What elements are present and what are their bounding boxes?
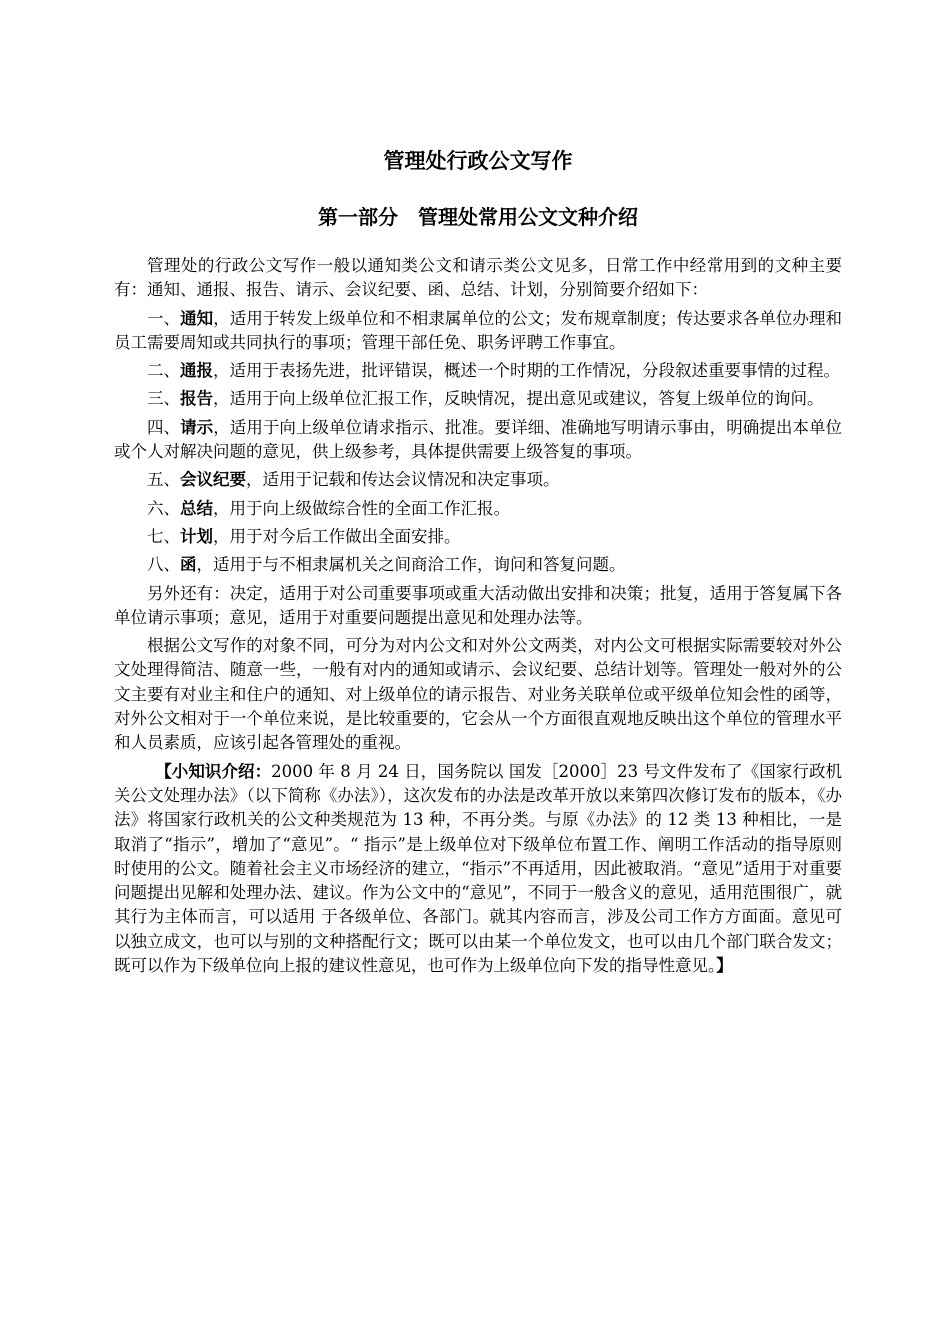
item-description: ，用于向上级做综合性的全面工作汇报。 <box>213 498 510 518</box>
item-term: 计划 <box>180 526 213 546</box>
document-body <box>114 254 842 982</box>
item-description: ，适用于向上级单位请求指示、批准。要详细、准确地写明请示事由，明确提出本单位或个人对解决问题的意见，供上级参考，具体提供需要上级答复的事项。 <box>114 417 843 462</box>
list-item <box>114 468 842 492</box>
note-label: 【小知识介绍： <box>155 761 272 781</box>
item-description: ，适用于记载和传达会议情况和决定事项。 <box>246 470 560 490</box>
list-item <box>114 553 842 577</box>
item-term: 会议纪要 <box>180 470 246 490</box>
additional-paragraph: 另外还有：决定，适用于对公司重要事项或重大活动做出安排和决策；批复，适用于答复属下各单位请示事项；意见，适用于对重要问题提出意见和处理办法等。 <box>114 583 842 627</box>
list-item <box>114 525 842 549</box>
list-item <box>114 387 842 411</box>
list-item <box>114 497 842 521</box>
list-item <box>114 416 842 465</box>
item-term: 通知 <box>180 308 214 328</box>
item-number: 二、 <box>147 361 180 381</box>
intro-paragraph: 管理处的行政公文写作一般以通知类公文和请示类公文见多，日常工作中经常用到的文种主要有：通知、通报、报告、请示、会议纪要、函、总结、计划，分别简要介绍如下： <box>114 256 842 300</box>
item-number: 五、 <box>147 470 180 490</box>
classification-paragraph: 根据公文写作的对象不同，可分为对内公文和对外公文两类，对内公文可根据实际需要较对外公文处理得简洁、随意一些，一般有对内的通知或请示、会议纪要、总结计划等。管理处一般对外的公文主要有对业主和住户的通知、对上级单位的请示报告、对业务关联单位或平级单位知会性的函等，对外公文相对于一个单位来说，是比较重要的，它会从一个方面很直观地反映出这个单位的管理水平和人员素质，应该引起各管理处的重视。 <box>114 636 842 753</box>
item-description: ，适用于转发上级单位和不相隶属单位的公文；发布规章制度；传达要求各单位办理和员工需要周知或共同执行的事项；管理干部任免、职务评聘工作事宜。 <box>114 308 843 352</box>
item-term: 总结 <box>180 498 213 518</box>
item-description: ，用于对今后工作做出全面安排。 <box>213 526 461 546</box>
note-end-bracket: 】 <box>716 956 733 976</box>
item-number: 七、 <box>147 526 180 546</box>
item-term: 通报 <box>180 361 213 381</box>
item-description: ，适用于表扬先进，批评错误，概述一个时期的工作情况，分段叙述重要事情的过程。 <box>213 361 840 381</box>
item-description: ，适用于向上级单位汇报工作，反映情况，提出意见或建议，答复上级单位的询问。 <box>213 389 824 409</box>
item-number: 一、 <box>147 308 181 328</box>
section-heading: 第一部分 管理处常用公文文种介绍 <box>318 205 638 229</box>
item-description: ，适用于与不相隶属机关之间商洽工作，询问和答复问题。 <box>196 555 626 575</box>
knowledge-note <box>114 760 842 979</box>
item-term: 函 <box>180 555 197 575</box>
list-item <box>114 307 842 356</box>
note-text: 2000 年 8 月 24 日，国务院以 国发［2000］23 号文件发布了《国家行政机关公文处理办法》（以下简称《办法》），这次发布的办法是改革开放以来第四次修订发布的版本，《办法》将国家行政机关的公文种类规范为 13 种，不再分类。与原《办法》的 12 类 13 种相比，一是取消了“指示”，增加了“意见”。“ 指示”是上级单位对下级单位布置工作、阐明工作活动的指导原则时使用的公文。随着社会主义市场经济的建立，“指示”不再适用，因此被取消。“意见”适用于对重要问题提出见解和处理办法、建议。作为公文中的“意见”，不同于一般含义的意见，适用范围很广，就其行为主体而言，可以适用 于各级单位、各部门。就其内容而言，涉及公司工作方方面面。意见可以独立成文，也可以与别的文种搭配行文；既可以由某一个单位发文，也可以由几个部门联合发文；既可以作为下级单位向上报的建议性意见，也可作为上级单位向下发的指导性意见。 <box>114 761 843 976</box>
item-number: 八、 <box>147 555 180 575</box>
item-number: 六、 <box>147 498 180 518</box>
document-title: 管理处行政公文写作 <box>383 148 573 173</box>
item-term: 报告 <box>180 389 213 409</box>
item-number: 四、 <box>147 417 181 437</box>
item-term: 请示 <box>180 417 214 437</box>
list-item <box>114 359 842 383</box>
item-number: 三、 <box>147 389 180 409</box>
